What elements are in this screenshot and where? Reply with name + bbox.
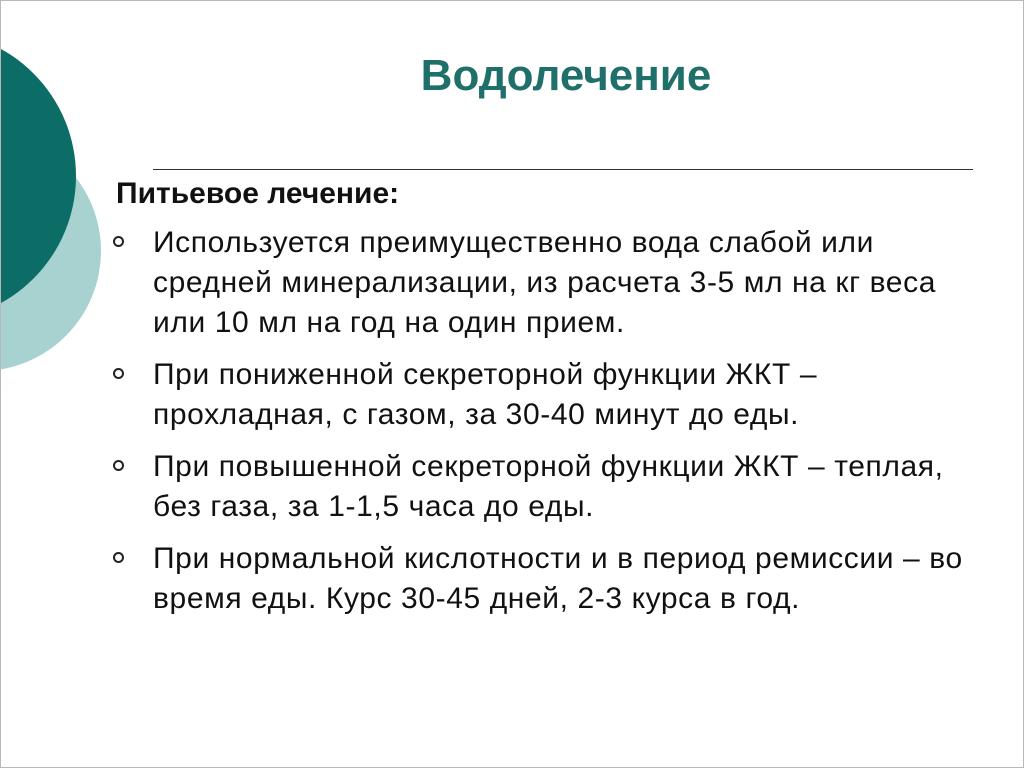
section-subtitle: Питьевое лечение:: [116, 177, 400, 210]
bullet-ring-icon: [113, 236, 124, 247]
bullet-ring-icon: [113, 368, 124, 379]
title-divider: [153, 169, 973, 170]
bullet-item: [111, 223, 981, 343]
bullet-item: [111, 447, 981, 527]
bullet-list: [111, 223, 981, 631]
bullet-text: При повышенной секреторной функции ЖКТ – теплая, без газа, за 1-1,5 часа до еды.: [153, 450, 944, 523]
bullet-ring-icon: [113, 552, 124, 563]
decorative-circles: [1, 1, 121, 421]
bullet-item: [111, 539, 981, 619]
bullet-text: При пониженной секреторной функции ЖКТ – прохладная, с газом, за 30-40 минут до еды.: [153, 358, 818, 431]
bullet-text: Используется преимущественно вода слабой или средней минерализации, из расчета 3-5 мл на кг веса или 10 мл на год на один прием.: [153, 226, 936, 339]
bullet-item: [111, 355, 981, 435]
bullet-text: При нормальной кислотности и в период ремиссии – во время еды. Курс 30-45 дней, 2-3 курса в год.: [153, 542, 963, 615]
slide-title: Водолечение: [420, 51, 712, 100]
bullet-ring-icon: [113, 460, 124, 471]
